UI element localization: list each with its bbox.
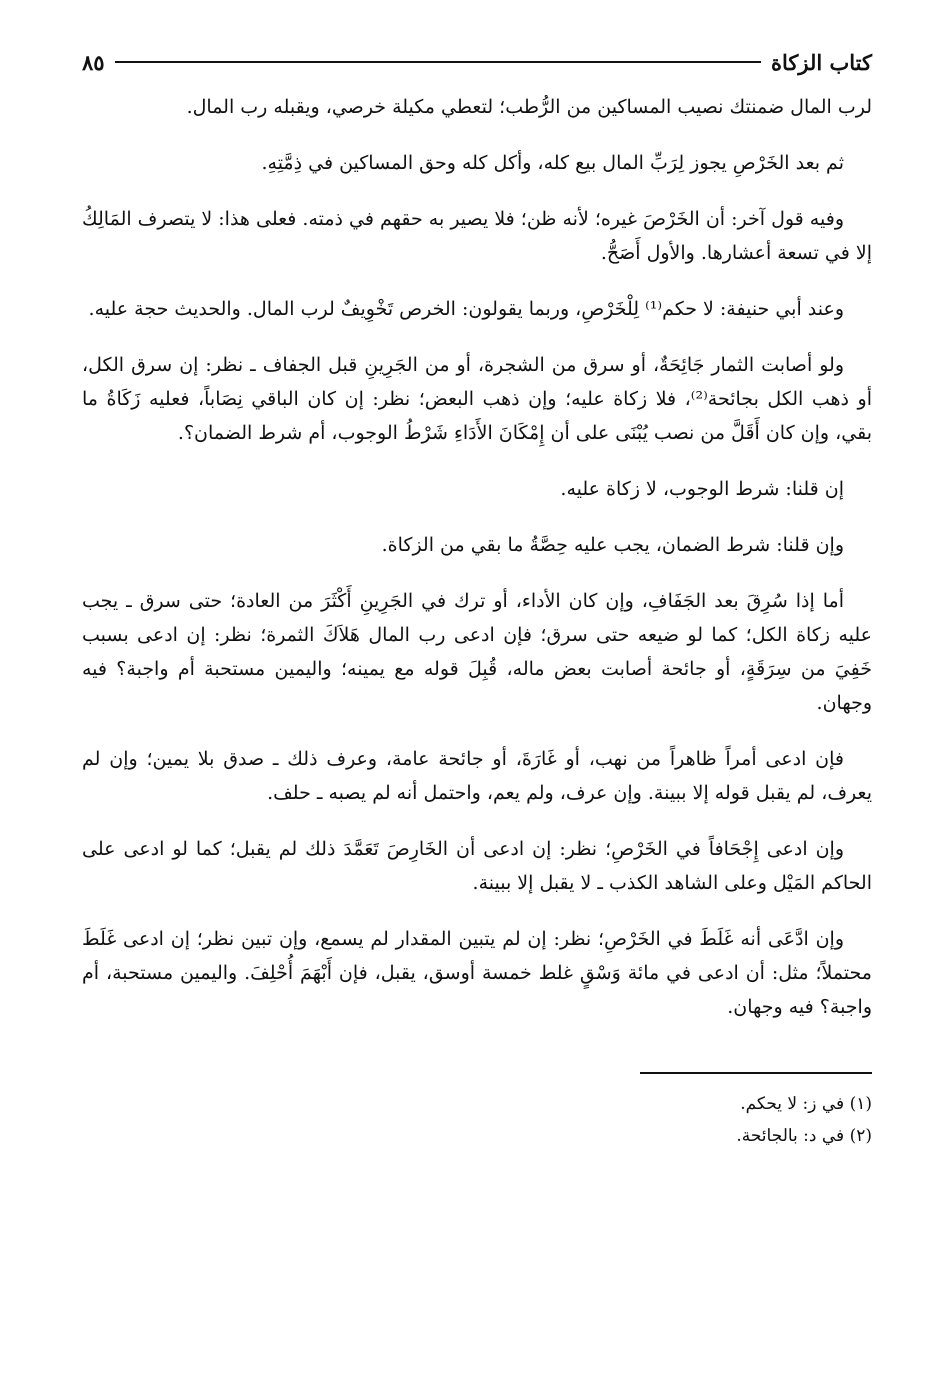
paragraph: وفيه قول آخر: أن الخَرْصَ غيره؛ لأنه ظن؛ فلا يصير به حقهم في ذمته. فعلى هذا: لا يتصرف المَالِكُ إلا في تسعة أعشارها. والأول أَصَحُّ. bbox=[82, 208, 872, 264]
paragraph: فإن ادعى أمراً ظاهراً من نهب، أو غَارَةَ، أو جائحة عامة، وعرف ذلك ـ صدق بلا يمين؛ وإن لم يعرف، لم يقبل قوله إلا ببينة. وإن عرف، ولم يعم، واحتمل أنه لم يصبه ـ حلف. bbox=[82, 748, 872, 804]
page-header bbox=[82, 44, 872, 80]
paragraph: وإن قلنا: شرط الضمان، يجب عليه حِصَّةُ ما بقي من الزكاة. bbox=[381, 534, 844, 556]
paragraph: ولو أصابت الثمار جَائِحَةٌ، أو سرق من الشجرة، أو من الجَرِينِ قبل الجفاف ـ نظر: إن سرق الكل، أو ذهب الكل بجائحة⁽²⁾، فلا زكاة عليه؛ وإن ذهب البعض؛ نظر: إن كان الباقي نِصَاباً، فعليه زَكَاةُ ما بقي، وإن كان أَقَلَّ من نصب يُبْنَى على أن إِمْكَانَ الأَدَاءِ شَرْطُ الوجوب، أم شرط الضمان؟. bbox=[82, 354, 872, 444]
paragraph: أما إذا سُرِقَ بعد الجَفَافِ، وإن كان الأداء، أو ترك في الجَرِينِ أَكْثَرَ من العادة؛ حتى سرق ـ يجب عليه زكاة الكل؛ كما لو ضيعه حتى سرق؛ فإن ادعى رب المال هَلاَكَ الثمرة؛ نظر: إن ادعى بسبب خَفِيَ من سِرَقَةٍ، أو جائحة أصابت بعض ماله، قُبِلَ قوله مع يمينه؛ واليمين مستحبة أم واجبة؟ فيه وجهان. bbox=[82, 590, 872, 714]
chapter-title: كتاب الزكاة bbox=[770, 49, 872, 75]
footnote-rule bbox=[640, 1072, 872, 1074]
header-rule bbox=[115, 61, 761, 63]
paragraph: لرب المال ضمنتك نصيب المساكين من الرُّطب؛ لتعطي مكيلة خرصي، ويقبله رب المال. bbox=[186, 96, 872, 118]
footnote: (١) في ز: لا يحكم. bbox=[740, 1094, 872, 1114]
paragraph: إن قلنا: شرط الوجوب، لا زكاة عليه. bbox=[560, 478, 844, 500]
footnotes bbox=[82, 1088, 872, 1152]
page-number: ٨٥ bbox=[82, 49, 105, 75]
footnote: (٢) في د: بالجائحة. bbox=[736, 1126, 872, 1146]
paragraph: وإن ادَّعَى أنه غَلَطَ في الخَرْصِ؛ نظر: إن لم يتبين المقدار لم يسمع، وإن تبين نظر؛ إن ادعى غَلَطَ محتملاً؛ مثل: أن ادعى في مائة وَسْقٍ غلط خمسة أوسق، يقبل، فإن أَبْهَمَ أُحْلِفَ. واليمين مستحبة، أم واجبة؟ فيه وجهان. bbox=[82, 928, 872, 1018]
paragraph: وعند أبي حنيفة: لا حكم⁽¹⁾ لِلْخَرْصِ، وربما يقولون: الخرص تَخْوِيفٌ لرب المال. والحديث حجة عليه. bbox=[88, 298, 844, 320]
main-text bbox=[82, 90, 872, 1024]
paragraph: ثم بعد الخَرْصِ يجوز لِرَبِّ المال بيع كله، وأكل كله وحق المساكين في ذِمَّتِهِ. bbox=[261, 152, 844, 174]
paragraph: وإن ادعى إِجْحَافاً في الخَرْصِ؛ نظر: إن ادعى أن الخَارِصَ تَعَمَّدَ ذلك لم يقبل؛ كما لو ادعى على الحاكم المَيْل وعلى الشاهد الكذب ـ لا يقبل إلا ببينة. bbox=[82, 838, 872, 894]
